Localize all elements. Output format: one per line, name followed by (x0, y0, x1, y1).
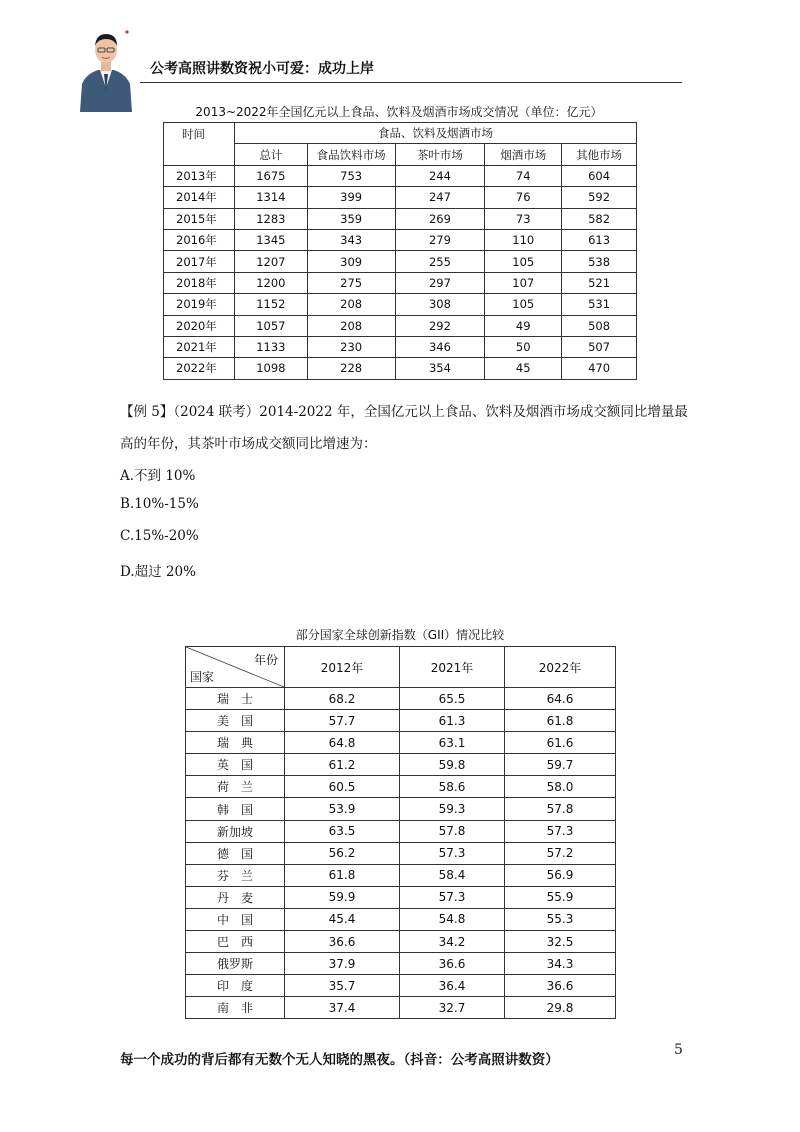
table-cell: 32.7 (400, 997, 505, 1019)
table-row (186, 931, 616, 953)
table-row (164, 358, 637, 379)
question-line-1: 【例 5】（2024 联考）2014-2022 年，全国亿元以上食品、饮料及烟酒市场成交额同比增量最 (120, 404, 688, 420)
table-row (164, 315, 637, 336)
table-row (164, 336, 637, 357)
table-cell: 105 (485, 251, 562, 272)
table-cell: 63.5 (285, 820, 400, 842)
table-cell: 57.3 (505, 820, 616, 842)
row-label: 中 国 (186, 908, 285, 930)
table-row (186, 820, 616, 842)
table-row (186, 732, 616, 754)
row-label: 2021年 (164, 336, 235, 357)
table-cell: 29.8 (505, 997, 616, 1019)
table-cell: 60.5 (285, 776, 400, 798)
table-cell: 76 (485, 187, 562, 208)
table-row (186, 754, 616, 776)
table-row (186, 776, 616, 798)
row-label: 美 国 (186, 710, 285, 732)
row-label: 2016年 (164, 229, 235, 250)
row-label: 2013年 (164, 165, 235, 186)
table-cell: 59.9 (285, 886, 400, 908)
table-cell: 58.4 (400, 864, 505, 886)
table-cell: 1283 (234, 208, 307, 229)
table-cell: 36.6 (400, 953, 505, 975)
column-header: 其他市场 (562, 144, 637, 165)
table-cell: 36.6 (505, 975, 616, 997)
table-cell: 56.2 (285, 842, 400, 864)
table2-title: 部分国家全球创新指数（GII）情况比较 (295, 628, 505, 642)
row-label: 瑞 典 (186, 732, 285, 754)
row-label: 丹 麦 (186, 886, 285, 908)
table-cell: 292 (395, 315, 485, 336)
table-cell: 110 (485, 229, 562, 250)
table-cell: 57.8 (505, 798, 616, 820)
table-cell: 343 (307, 229, 395, 250)
question-line-2: 高的年份，其茶叶市场成交额同比增速为： (120, 436, 377, 452)
table-cell: 45 (485, 358, 562, 379)
table-cell: 613 (562, 229, 637, 250)
column-header: 2022年 (505, 647, 616, 688)
table-cell: 230 (307, 336, 395, 357)
presenter-photo-icon (76, 22, 136, 112)
table-cell: 1057 (234, 315, 307, 336)
table-cell: 1207 (234, 251, 307, 272)
row-label: 俄罗斯 (186, 953, 285, 975)
row-label: 2015年 (164, 208, 235, 229)
table-row (164, 272, 637, 293)
table-cell: 592 (562, 187, 637, 208)
gii-table (185, 646, 616, 1019)
table-cell: 531 (562, 294, 637, 315)
row-label: 巴 西 (186, 931, 285, 953)
corner-header (186, 647, 285, 688)
option-d: D.超过 20% (120, 564, 196, 580)
table-cell: 61.3 (400, 710, 505, 732)
table-cell: 247 (395, 187, 485, 208)
table-row (186, 798, 616, 820)
avatar (76, 22, 136, 112)
column-header: 茶叶市场 (395, 144, 485, 165)
table-row (186, 997, 616, 1019)
table-cell: 275 (307, 272, 395, 293)
option-b: B.10%-15% (120, 496, 199, 512)
table-cell: 255 (395, 251, 485, 272)
table-cell: 61.8 (505, 710, 616, 732)
column-header: 2012年 (285, 647, 400, 688)
table-cell: 74 (485, 165, 562, 186)
column-header: 总计 (234, 144, 307, 165)
table-cell: 58.6 (400, 776, 505, 798)
table-cell: 59.7 (505, 754, 616, 776)
table-cell: 57.8 (400, 820, 505, 842)
table-cell: 50 (485, 336, 562, 357)
table-cell: 68.2 (285, 688, 400, 710)
table-cell: 208 (307, 315, 395, 336)
row-label: 2014年 (164, 187, 235, 208)
table-cell: 507 (562, 336, 637, 357)
table-cell: 49 (485, 315, 562, 336)
table-cell: 61.2 (285, 754, 400, 776)
table-cell: 1345 (234, 229, 307, 250)
table-cell: 57.3 (400, 886, 505, 908)
table-cell: 54.8 (400, 908, 505, 930)
table-cell: 63.1 (400, 732, 505, 754)
column-header-time: 时间 (164, 123, 235, 166)
table-row (186, 842, 616, 864)
table-cell: 64.6 (505, 688, 616, 710)
row-label: 英 国 (186, 754, 285, 776)
table-cell: 64.8 (285, 732, 400, 754)
row-label: 2017年 (164, 251, 235, 272)
table-cell: 34.3 (505, 953, 616, 975)
table-cell: 57.3 (400, 842, 505, 864)
table-cell: 508 (562, 315, 637, 336)
corner-country-label: 国家 (190, 670, 215, 684)
table-row (186, 710, 616, 732)
row-label: 瑞 士 (186, 688, 285, 710)
table-cell: 61.6 (505, 732, 616, 754)
table-cell: 55.3 (505, 908, 616, 930)
table-cell: 354 (395, 358, 485, 379)
table-row (164, 208, 637, 229)
table-cell: 604 (562, 165, 637, 186)
row-label: 2019年 (164, 294, 235, 315)
table-cell: 279 (395, 229, 485, 250)
table-cell: 308 (395, 294, 485, 315)
column-header: 食品饮料市场 (307, 144, 395, 165)
option-a: A.不到 10% (120, 468, 196, 484)
group-header: 食品、饮料及烟酒市场 (234, 123, 636, 144)
table-cell: 244 (395, 165, 485, 186)
table-cell: 1133 (234, 336, 307, 357)
table-cell: 37.4 (285, 997, 400, 1019)
table-cell: 34.2 (400, 931, 505, 953)
table-row (164, 229, 637, 250)
table-row (164, 251, 637, 272)
table-cell: 346 (395, 336, 485, 357)
table-cell: 32.5 (505, 931, 616, 953)
row-label: 印 度 (186, 975, 285, 997)
column-header: 烟酒市场 (485, 144, 562, 165)
column-header: 2021年 (400, 647, 505, 688)
table-row (186, 953, 616, 975)
footer-motto: 每一个成功的背后都有无数个无人知晓的黑夜。（抖音：公考高照讲数资） (120, 1052, 559, 1068)
table-row (164, 294, 637, 315)
table-cell: 56.9 (505, 864, 616, 886)
table-row (164, 165, 637, 186)
table-cell: 59.3 (400, 798, 505, 820)
table-cell: 1098 (234, 358, 307, 379)
table-cell: 297 (395, 272, 485, 293)
row-label: 2018年 (164, 272, 235, 293)
row-label: 韩 国 (186, 798, 285, 820)
table-cell: 753 (307, 165, 395, 186)
row-label: 南 非 (186, 997, 285, 1019)
table-cell: 45.4 (285, 908, 400, 930)
table-cell: 269 (395, 208, 485, 229)
page-number: 5 (674, 1042, 683, 1058)
table-cell: 309 (307, 251, 395, 272)
table-cell: 36.6 (285, 931, 400, 953)
table-cell: 1152 (234, 294, 307, 315)
table-cell: 521 (562, 272, 637, 293)
table-cell: 53.9 (285, 798, 400, 820)
table-cell: 359 (307, 208, 395, 229)
table-row (164, 187, 637, 208)
table-cell: 470 (562, 358, 637, 379)
table-cell: 55.9 (505, 886, 616, 908)
table-cell: 36.4 (400, 975, 505, 997)
table-cell: 107 (485, 272, 562, 293)
row-label: 新加坡 (186, 820, 285, 842)
table-cell: 65.5 (400, 688, 505, 710)
table-cell: 37.9 (285, 953, 400, 975)
table-cell: 105 (485, 294, 562, 315)
table-cell: 538 (562, 251, 637, 272)
row-label: 2022年 (164, 358, 235, 379)
row-label: 德 国 (186, 842, 285, 864)
corner-year-label: 年份 (253, 653, 278, 667)
market-table (163, 122, 637, 380)
table-cell: 582 (562, 208, 637, 229)
table-row (186, 688, 616, 710)
table-cell: 228 (307, 358, 395, 379)
row-label: 芬 兰 (186, 864, 285, 886)
table-cell: 57.7 (285, 710, 400, 732)
header-title: 公考高照讲数资祝小可爱：成功上岸 (150, 61, 374, 77)
table-cell: 399 (307, 187, 395, 208)
header-divider (140, 82, 682, 83)
row-label: 荷 兰 (186, 776, 285, 798)
table1-title: 2013~2022年全国亿元以上食品、饮料及烟酒市场成交情况（单位：亿元） (195, 105, 603, 119)
table-cell: 208 (307, 294, 395, 315)
table-cell: 1314 (234, 187, 307, 208)
table-cell: 61.8 (285, 864, 400, 886)
table-row (186, 864, 616, 886)
table-row (186, 886, 616, 908)
table-cell: 1675 (234, 165, 307, 186)
table-row (186, 975, 616, 997)
table-cell: 58.0 (505, 776, 616, 798)
table-cell: 59.8 (400, 754, 505, 776)
table-cell: 35.7 (285, 975, 400, 997)
table-cell: 57.2 (505, 842, 616, 864)
table-row (186, 908, 616, 930)
row-label: 2020年 (164, 315, 235, 336)
table-cell: 1200 (234, 272, 307, 293)
option-c: C.15%-20% (120, 528, 199, 544)
table-cell: 73 (485, 208, 562, 229)
